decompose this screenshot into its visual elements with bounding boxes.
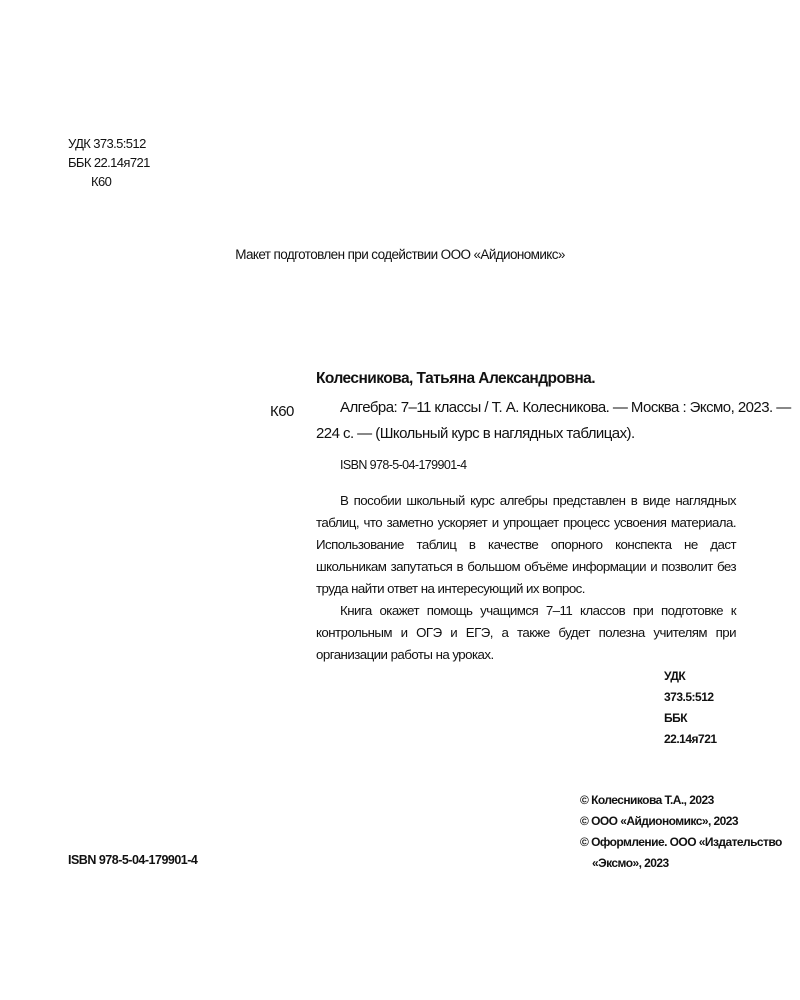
title-statement: Алгебра: 7–11 классы / Т. А. Колесникова. — Москва : Эксмо, 2023. — [340, 399, 791, 416]
bbk-code: ББК 22.14я721 [68, 155, 150, 170]
copyright-line: © Колесникова Т.А., 2023 [580, 793, 714, 807]
copyright-block [580, 790, 782, 874]
author-mark: К60 [91, 174, 112, 189]
isbn-bottom: ISBN 978-5-04-179901-4 [68, 853, 198, 867]
series-statement: 224 с. — (Школьный курс в наглядных таблицах). [316, 425, 635, 442]
bibliographic-record [270, 370, 791, 750]
copyright-line: © Оформление. ООО «Издательство [580, 835, 782, 849]
card-isbn: ISBN 978-5-04-179901-4 [340, 458, 467, 472]
abstract [316, 490, 736, 666]
card-udk-code: УДК 373.5:512 [664, 669, 714, 704]
card-bbk-code: ББК 22.14я721 [664, 711, 717, 746]
prepared-with-note: Макет подготовлен при содействии ООО «Айдиономикс» [235, 247, 565, 262]
classification-codes-card [316, 666, 736, 750]
copyright-line: © ООО «Айдиономикс», 2023 [580, 814, 739, 828]
copyright-line: «Эксмо», 2023 [592, 856, 669, 870]
abstract-paragraph: Книга окажет помощь учащимся 7–11 классов при подготовке к контрольным и ОГЭ и ЕГЭ, а также будет полезна учителям при организации работы на уроках. [316, 603, 736, 662]
abstract-paragraph: В пособии школьный курс алгебры представлен в виде наглядных таблиц, что заметно ускоряет и упрощает процесс усвоения материала. Использование таблиц в качестве опорного конспекта не даст школьникам запутаться в большом объёме информации и позволит без труда найти ответ на интересующий их вопрос. [316, 493, 736, 596]
udk-code: УДК 373.5:512 [68, 136, 146, 151]
classification-codes-top [68, 134, 150, 191]
author-heading: Колесникова, Татьяна Александровна. [316, 370, 595, 387]
card-author-mark: К60 [270, 403, 294, 420]
